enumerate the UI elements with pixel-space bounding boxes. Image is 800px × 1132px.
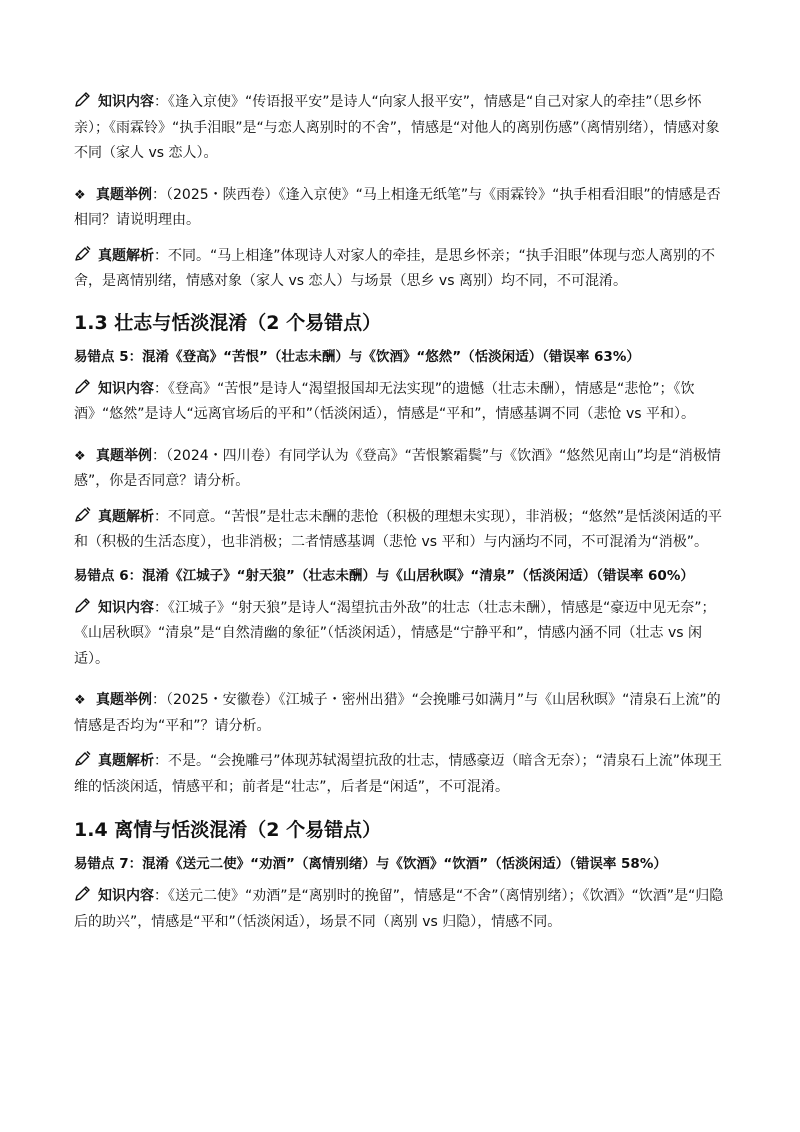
error-point-title: 易错点 7：混淆《送元二使》“劝酒”（离情别绪）与《饮酒》“饮酒”（恬淡闲适）（错误率 58%）: [74, 856, 667, 872]
diamond-bullet-icon: ❖: [74, 448, 86, 464]
analysis-text: ：不是。“会挽雕弓”体现苏轼渴望抗敌的壮志，情感豪迈（暗含无奈）；“清泉石上流”体现王维的恬淡闲适，情感平和；前者是“壮志”，后者是“闲适”，不可混淆。: [74, 753, 723, 795]
analysis-label: 真题解析: [98, 247, 154, 264]
example-label: 真题举例: [96, 186, 152, 203]
analysis-label: 真题解析: [98, 753, 154, 769]
knowledge-block: [74, 884, 728, 935]
pen-nib-icon: [74, 246, 92, 262]
analysis-block: [74, 749, 728, 800]
section-heading: 1.4 离情与恬淡混淆（2 个易错点）: [74, 819, 382, 841]
analysis-block: [74, 244, 728, 295]
example-block: [74, 183, 728, 234]
pencil-icon: [74, 886, 92, 902]
knowledge-label: 知识内容: [98, 599, 154, 616]
example-label: 真题举例: [96, 692, 152, 708]
example-label: 真题举例: [96, 447, 152, 464]
example-block: [74, 688, 728, 739]
analysis-text: ：不同意。“苦恨”是壮志未酬的悲怆（积极的理想未实现），非消极；“悠然”是恬淡闲适的平和（积极的生活态度），也非消极；二者情感基调（悲怆 vs 平和）与内涵均不同，不可混淆为“消极”。: [74, 508, 723, 550]
example-text: ：（2025・陕西卷）《逢入京使》“马上相逢无纸笔”与《雨霖铃》“执手相看泪眼”的情感是否相同？请说明理由。: [74, 186, 721, 228]
example-block: [74, 444, 728, 495]
error-point-title: 易错点 5：混淆《登高》“苦恨”（壮志未酬）与《饮酒》“悠然”（恬淡闲适）（错误率 63%）: [74, 348, 640, 365]
knowledge-block: [74, 377, 728, 428]
knowledge-block: [74, 90, 728, 167]
knowledge-block: [74, 596, 728, 673]
knowledge-text: ：《送元二使》“劝酒”是“离别时的挽留”，情感是“不舍”（离情别绪）；《饮酒》“饮酒”是“归隐后的助兴”，情感是“平和”（恬淡闲适），场景不同（离别 vs 归隐），情感不同。: [74, 888, 724, 930]
diamond-bullet-icon: ❖: [74, 693, 86, 708]
section-heading: 1.3 壮志与恬淡混淆（2 个易错点）: [74, 311, 382, 334]
pen-nib-icon: [74, 507, 92, 523]
knowledge-text: ：《江城子》“射天狼”是诗人“渴望抗击外敌”的壮志（壮志未酬），情感是“豪迈中见无奈”；《山居秋暝》“清泉”是“自然清幽的象征”（恬淡闲适），情感是“宁静平和”，情感内涵不同（壮志 vs 闲适）。: [74, 599, 716, 667]
analysis-block: [74, 505, 728, 556]
error-point-title: 易错点 6：混淆《江城子》“射天狼”（壮志未酬）与《山居秋暝》“清泉”（恬淡闲适）（错误率 60%）: [74, 567, 694, 584]
pencil-icon: [74, 598, 92, 614]
knowledge-text: ：《逢入京使》“传语报平安”是诗人“向家人报平安”，情感是“自己对家人的牵挂”（思乡怀亲）；《雨霖铃》“执手泪眼”是“与恋人离别时的不舍”，情感是“对他人的离别伤感”（离情别绪），情感对象不同（家人 vs 恋人）。: [74, 94, 720, 161]
example-text: ：（2025・安徽卷）《江城子・密州出猎》“会挽雕弓如满月”与《山居秋暝》“清泉石上流”的情感是否均为“平和”？请分析。: [74, 692, 721, 734]
knowledge-label: 知识内容: [98, 888, 154, 904]
diamond-bullet-icon: ❖: [74, 187, 86, 203]
knowledge-label: 知识内容: [98, 380, 154, 397]
pencil-icon: [74, 379, 92, 395]
example-text: ：（2024・四川卷）有同学认为《登高》“苦恨繁霜鬓”与《饮酒》“悠然见南山”均是“消极情感”，你是否同意？请分析。: [74, 447, 721, 489]
knowledge-label: 知识内容: [98, 94, 154, 110]
pen-nib-icon: [74, 751, 92, 767]
knowledge-text: ：《登高》“苦恨”是诗人“渴望报国却无法实现”的遗憾（壮志未酬），情感是“悲怆”；《饮酒》“悠然”是诗人“远离官场后的平和”（恬淡闲适），情感是“平和”，情感基调不同（悲怆 vs 平和）。: [74, 380, 695, 422]
analysis-text: ：不同。“马上相逢”体现诗人对家人的牵挂，是思乡怀亲；“执手泪眼”体现与恋人离别的不舍，是离情别绪，情感对象（家人 vs 恋人）与场景（思乡 vs 离别）均不同，不可混淆。: [74, 247, 716, 289]
pencil-icon: [74, 92, 92, 108]
analysis-label: 真题解析: [98, 508, 154, 525]
